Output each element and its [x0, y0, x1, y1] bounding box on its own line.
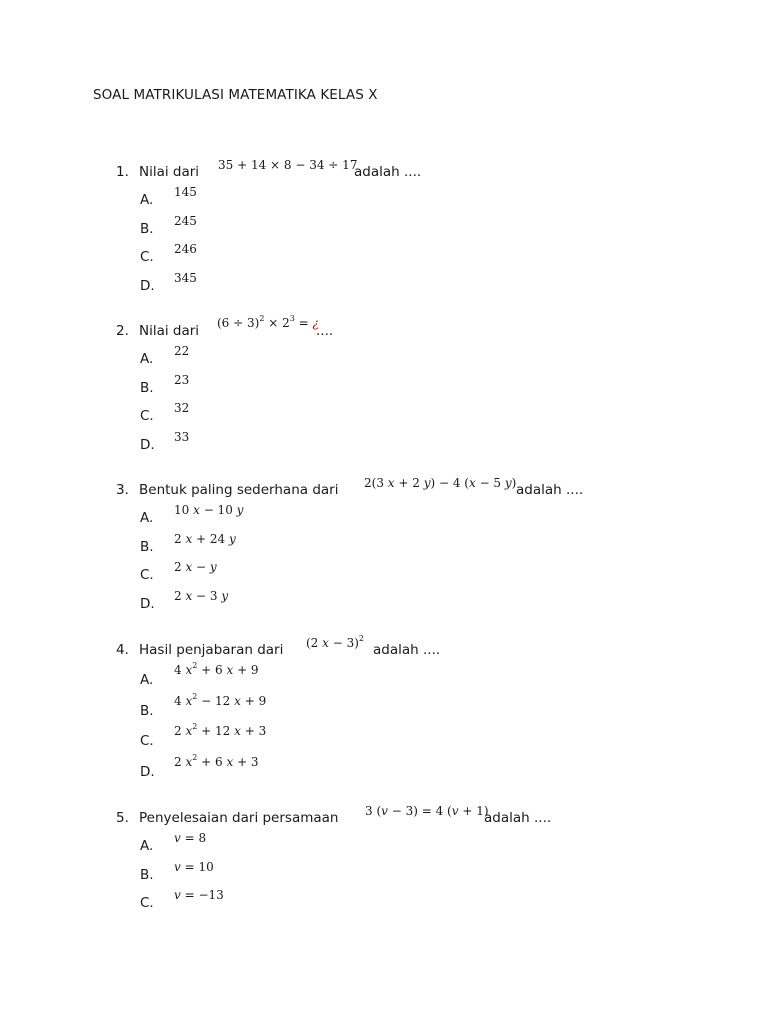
- question-prefix: Nilai dari: [139, 164, 200, 180]
- option-d[interactable]: [116, 752, 736, 787]
- question-suffix: adalah ....: [354, 164, 422, 180]
- option-a[interactable]: [116, 345, 736, 374]
- option-value: 4 $x^2 + 6$ x + 9: [174, 661, 259, 677]
- question-expression: [364, 476, 516, 490]
- question-expression: 35 + 14 × 8 − 34 ÷ 17: [218, 158, 358, 172]
- question-expression: [306, 636, 364, 650]
- question-number: 5.: [116, 810, 129, 826]
- option-letter: C.: [140, 249, 154, 265]
- option-letter: B.: [140, 538, 154, 555]
- question-expression: [365, 804, 489, 818]
- option-value: 2 x − y: [174, 560, 217, 574]
- question-prefix: Nilai dari: [139, 323, 200, 339]
- option-b[interactable]: [116, 374, 736, 403]
- option-letter: D.: [140, 763, 155, 780]
- question-number: 1.: [116, 164, 129, 180]
- option-letter: D.: [140, 277, 155, 294]
- question-prefix: Hasil penjabaran dari: [139, 642, 284, 658]
- expression-value: 2(3 x + 2 y) − 4 (x − 5 y): [364, 476, 517, 490]
- option-b[interactable]: [116, 691, 736, 726]
- option-value: 2 x − 3 y: [174, 588, 229, 603]
- option-letter: A.: [140, 510, 154, 526]
- option-letter: C.: [140, 733, 154, 749]
- option-value: 345: [174, 270, 197, 285]
- option-c[interactable]: [116, 561, 736, 590]
- option-letter: C.: [140, 895, 154, 911]
- question-prefix: Penyelesaian dari persamaan: [139, 810, 339, 826]
- option-value: 145: [174, 185, 197, 199]
- option-value: v = −13: [174, 888, 224, 902]
- option-d[interactable]: [116, 431, 736, 460]
- expression-value: $(6 \div 3)^2 \times 2^3$ = ¿: [217, 314, 319, 330]
- expression-value: (2 x − 3)$^2$: [306, 634, 365, 650]
- option-letter: D.: [140, 595, 155, 612]
- question-number: 4.: [116, 642, 129, 658]
- question-expression: [217, 316, 319, 330]
- option-value: 246: [174, 242, 197, 256]
- expression-value: 3 (v − 3) = 4 (v + 1): [365, 804, 489, 818]
- option-value: 23: [174, 372, 190, 387]
- option-value: 2 $x^2 + 6$ x + 3: [174, 752, 259, 769]
- option-letter: D.: [140, 436, 155, 453]
- option-letter: B.: [140, 220, 154, 237]
- option-value: 245: [174, 213, 197, 228]
- option-value: v = 10: [174, 859, 214, 874]
- option-letter: C.: [140, 408, 154, 424]
- option-letter: A.: [140, 192, 154, 208]
- option-a[interactable]: [116, 504, 736, 533]
- option-b[interactable]: [116, 533, 736, 562]
- option-value: 22: [174, 344, 190, 358]
- option-letter: B.: [140, 702, 154, 719]
- question-suffix: adalah ....: [484, 810, 552, 826]
- option-value: 32: [174, 401, 190, 415]
- option-d[interactable]: [116, 272, 736, 301]
- option-letter: A.: [140, 672, 154, 688]
- question-2: [116, 314, 736, 459]
- option-letter: B.: [140, 866, 154, 883]
- option-d[interactable]: [116, 590, 736, 619]
- question-suffix: ....: [316, 323, 334, 339]
- option-value: 33: [174, 429, 190, 444]
- option-letter: B.: [140, 379, 154, 396]
- option-value: v = 8: [174, 831, 207, 845]
- option-c[interactable]: [116, 722, 736, 756]
- question-suffix: adalah ....: [373, 642, 441, 658]
- option-c[interactable]: [116, 243, 736, 272]
- question-number: 3.: [116, 482, 129, 498]
- option-letter: C.: [140, 567, 154, 583]
- option-a[interactable]: [116, 832, 736, 861]
- question-prefix: Bentuk paling sederhana dari: [139, 482, 339, 498]
- option-a[interactable]: [116, 186, 736, 215]
- option-a[interactable]: [116, 661, 736, 695]
- option-b[interactable]: [116, 215, 736, 244]
- option-value: 2 x + 24 y: [174, 531, 236, 546]
- option-value: 4 $x^2 - 12$ x + 9: [174, 691, 267, 708]
- document-title: SOAL MATRIKULASI MATEMATIKA KELAS X: [93, 87, 378, 103]
- option-letter: A.: [140, 351, 154, 367]
- question-1: [116, 158, 736, 300]
- question-3: [116, 476, 736, 618]
- option-value: 2 $x^2 + 12$ x + 3: [174, 722, 267, 738]
- question-number: 2.: [116, 323, 129, 339]
- option-b[interactable]: [116, 861, 736, 890]
- question-suffix: adalah ....: [516, 482, 584, 498]
- option-letter: A.: [140, 838, 154, 854]
- option-c[interactable]: [116, 402, 736, 431]
- option-c[interactable]: [116, 889, 736, 918]
- question-5: [116, 804, 736, 918]
- question-4: [116, 634, 736, 786]
- option-value: 10 x − 10 y: [174, 503, 244, 517]
